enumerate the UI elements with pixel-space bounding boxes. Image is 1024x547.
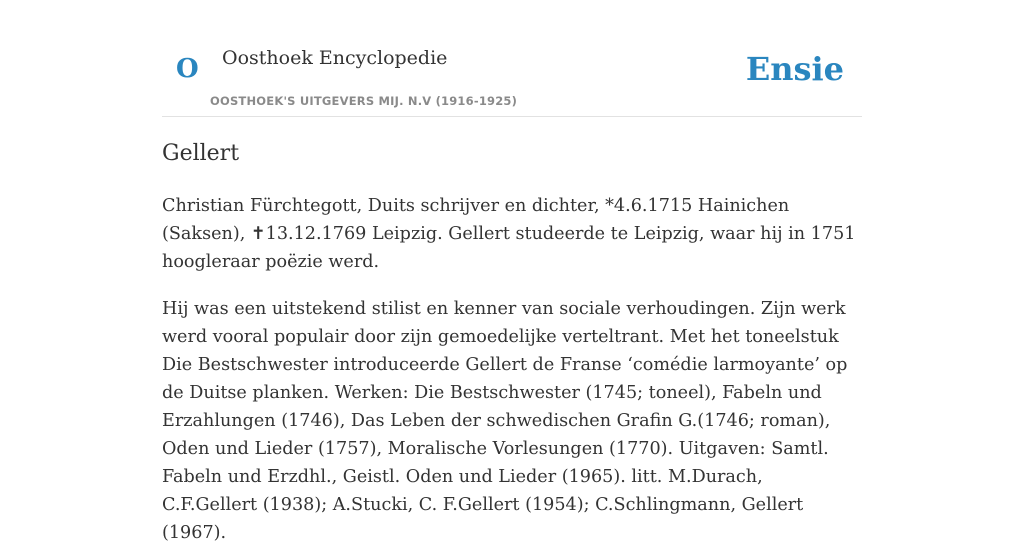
publisher-line: OOSTHOEK'S UITGEVERS MIJ. N.V (1916-1925) <box>210 94 518 108</box>
entry-title: Gellert <box>162 141 240 166</box>
publication-title[interactable]: Oosthoek Encyclopedie <box>222 47 448 69</box>
site-header <box>162 0 862 117</box>
entry-paragraph-2: Hij was een uitstekend stilist en kenner van sociale verhoudingen. Zijn werk werd vooral populair door zijn gemoedelijke verteltrant. Met het toneelstuk Die Bestschwester introduceerde Gellert de Franse ‘comédie larmoyante’ op de Duitse planken. Werken: Die Bestschwester (1745; toneel), Fabeln und Erzahlungen (1746), Das Leben der schwedischen Grafin G.(1746; roman), Oden und Lieder (1757), Moralische Vorlesungen (1770). Uitgaven: Samtl. Fabeln und Erzdhl., Geistl. Oden und Lieder (1965). litt. M.Durach, C.F.Gellert (1938); A.Stucki, C. F.Gellert (1954); C.Schlingmann, Gellert (1967). <box>162 299 848 543</box>
page-container <box>162 0 862 543</box>
entry-paragraph-1: Christian Fürchtegott, Duits schrijver en dichter, *4.6.1715 Hainichen (Saksen), ✝13.12.1769 Leipzig. Gellert studeerde te Leipzig, waar hij in 1751 hoogleraar poëzie werd. <box>162 196 856 272</box>
brand-logo[interactable]: Ensie <box>745 50 844 88</box>
publication-logo[interactable]: O <box>176 54 199 84</box>
